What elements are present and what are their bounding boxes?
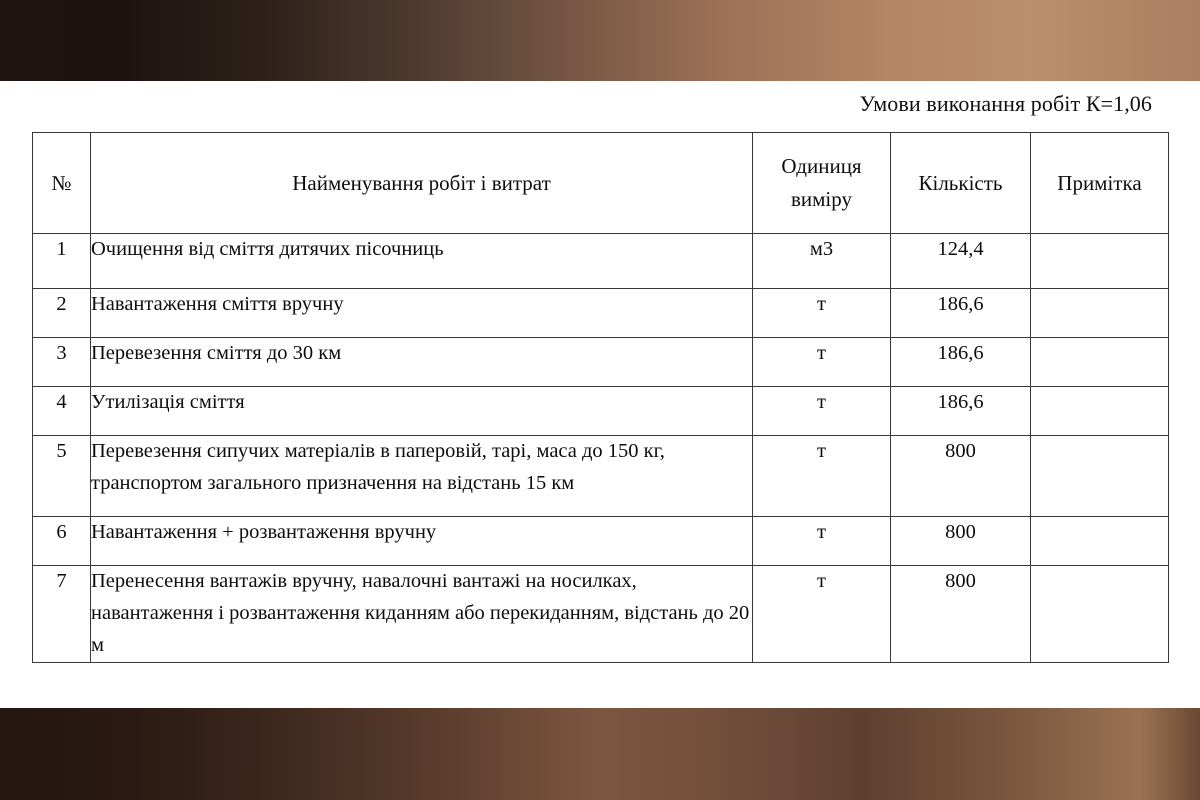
column-header-quantity: Кількість <box>891 133 1031 234</box>
table-row <box>33 436 1169 517</box>
table-body <box>33 234 1169 663</box>
cell-name: Перевезення сипучих матеріалів в паперовій, тарі, маса до 150 кг, транспортом загального призначення на відстань 15 км <box>91 436 753 517</box>
column-header-unit-line1: Одиниця <box>781 154 862 179</box>
cell-quantity: 800 <box>891 566 1031 663</box>
works-and-costs-table <box>32 132 1169 663</box>
table-header-row <box>33 133 1169 234</box>
cell-quantity: 186,6 <box>891 338 1031 387</box>
table-row <box>33 517 1169 566</box>
column-header-number: № <box>33 133 91 234</box>
cell-name: Перенесення вантажів вручну, навалочні вантажі на носилках, навантаження і розвантаження киданням або перекиданням, відстань до 20 м <box>91 566 753 663</box>
cell-name: Утилізація сміття <box>91 387 753 436</box>
cell-quantity: 186,6 <box>891 387 1031 436</box>
cell-unit: т <box>753 387 891 436</box>
cell-quantity: 124,4 <box>891 234 1031 289</box>
cell-number: 1 <box>33 234 91 289</box>
cell-note <box>1031 436 1169 517</box>
cell-quantity: 800 <box>891 517 1031 566</box>
cell-name: Навантаження + розвантаження вручну <box>91 517 753 566</box>
table-row <box>33 566 1169 663</box>
table-header <box>33 133 1169 234</box>
cell-name: Перевезення сміття до 30 км <box>91 338 753 387</box>
cell-note <box>1031 234 1169 289</box>
cell-unit: м3 <box>753 234 891 289</box>
slide-title: Умови виконання робіт К=1,06 <box>859 91 1152 116</box>
cell-number: 7 <box>33 566 91 663</box>
table-row <box>33 387 1169 436</box>
slide-content-area <box>0 81 1200 708</box>
column-header-note: Примітка <box>1031 133 1169 234</box>
cell-note <box>1031 289 1169 338</box>
table-row <box>33 234 1169 289</box>
cell-unit: т <box>753 517 891 566</box>
cell-number: 4 <box>33 387 91 436</box>
cell-note <box>1031 566 1169 663</box>
column-header-name: Найменування робіт і витрат <box>91 133 753 234</box>
cell-note <box>1031 338 1169 387</box>
cell-number: 5 <box>33 436 91 517</box>
cell-unit: т <box>753 289 891 338</box>
cell-number: 3 <box>33 338 91 387</box>
table-row <box>33 338 1169 387</box>
cell-number: 2 <box>33 289 91 338</box>
cell-quantity: 186,6 <box>891 289 1031 338</box>
cell-name: Навантаження сміття вручну <box>91 289 753 338</box>
cell-number: 6 <box>33 517 91 566</box>
cell-note <box>1031 387 1169 436</box>
cell-unit: т <box>753 566 891 663</box>
cell-name: Очищення від сміття дитячих пісочниць <box>91 234 753 289</box>
decorative-bottom-band <box>0 708 1200 800</box>
cell-note <box>1031 517 1169 566</box>
cell-quantity: 800 <box>891 436 1031 517</box>
decorative-top-band <box>0 0 1200 81</box>
cell-unit: т <box>753 338 891 387</box>
table-row <box>33 289 1169 338</box>
cell-unit: т <box>753 436 891 517</box>
column-header-unit <box>753 133 891 234</box>
column-header-unit-line2: виміру <box>790 187 852 211</box>
